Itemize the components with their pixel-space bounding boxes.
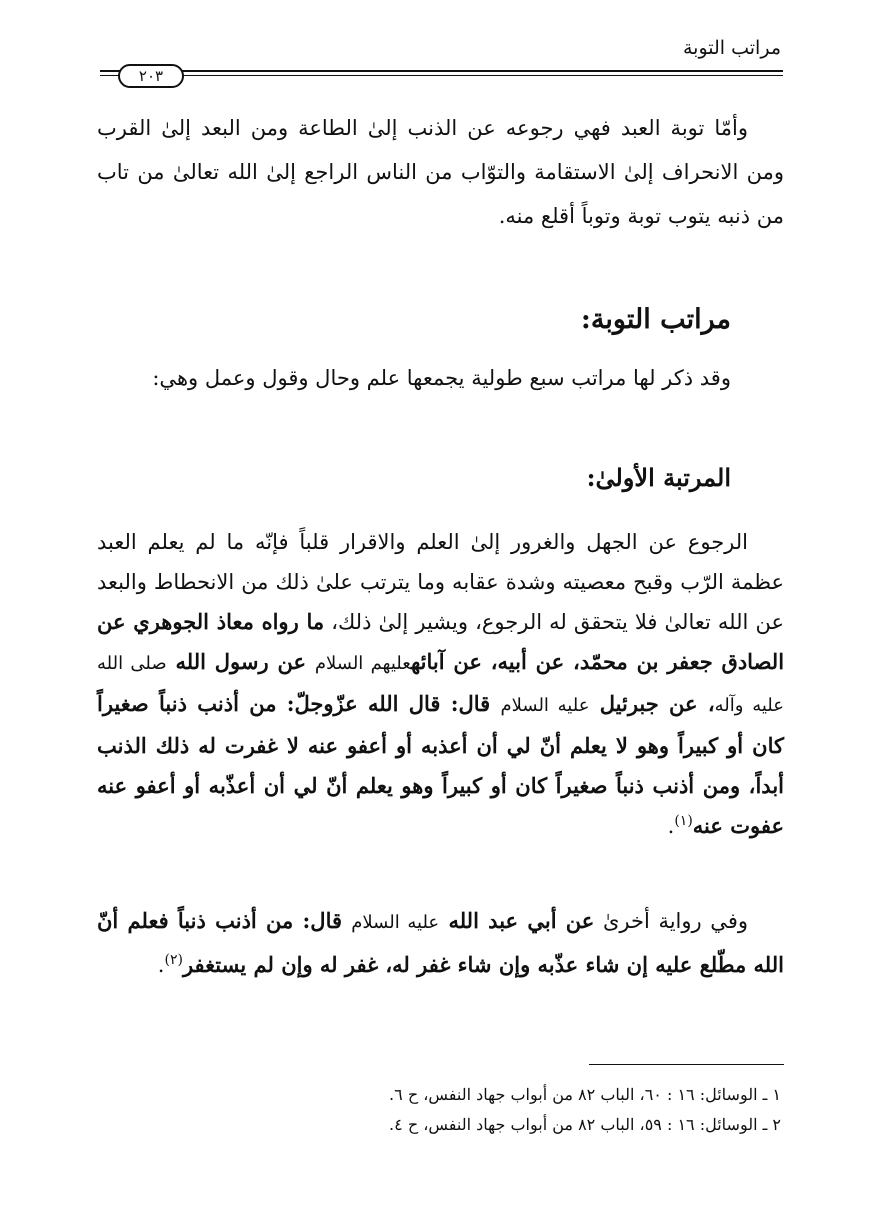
- honorific-ligature: عليه السلام: [351, 912, 440, 933]
- section-intro: وقد ذكر لها مراتب سبع طولية يجمعها علم وحال وقول وعمل وهي:: [152, 366, 731, 390]
- footnote-2: ٢ ـ الوسائل: ١٦ : ٥٩، الباب ٨٢ من أبواب جهاد النفس، ح ٤.: [389, 1115, 781, 1134]
- running-head-title: مراتب التوبة: [682, 37, 781, 59]
- section-heading: مراتب التوبة:: [580, 304, 731, 335]
- footnote-ref-2[interactable]: (٢): [164, 952, 183, 968]
- paragraph-repentance-definition: وأمّا توبة العبد فهي رجوعه عن الذنب إلىٰ الطاعة ومن البعد إلىٰ القرب ومن الانحراف إلىٰ الاستقامة والتوّاب من الناس الراجع إلىٰ الله تعالىٰ من تاب من ذنبه يتوب توبة وتوباً أقلع منه.: [97, 116, 784, 228]
- header-rule: [100, 64, 783, 84]
- honorific-ligature: عليه السلام: [500, 695, 590, 716]
- hadith-quote: قال: من أذنب ذنباً فعلم أنّ الله مطّلع عليه إن شاء عذّبه وإن شاء غفر له، غفر له وإن لم يستغفر: [97, 908, 784, 977]
- sentence-end: .: [667, 814, 675, 838]
- hadith-chain: عن أبي عبد الله: [439, 908, 595, 933]
- header-rule-thick-line: [100, 70, 783, 72]
- subheading-first-rank: المرتبة الأولىٰ:: [586, 463, 731, 492]
- hadith-chain: ما رواه معاذ الجوهري عن الصادق جعفر بن محمّد، عن أبيه، عن آبائه: [97, 609, 785, 674]
- hadith-chain-continued: عن رسول الله: [166, 649, 315, 674]
- sentence-end: .: [157, 953, 165, 977]
- footnote-1: ١ ـ الوسائل: ١٦ : ٦٠، الباب ٨٢ من أبواب جهاد النفس، ح ٦.: [389, 1085, 781, 1104]
- paragraph-first-rank: [97, 522, 784, 846]
- header-rule-thin-line: [100, 75, 783, 76]
- paragraph-other-narration: [97, 900, 784, 986]
- footnotes-list: [100, 1080, 781, 1140]
- honorific-ligature: عليهم السلام: [314, 653, 411, 674]
- hadith-chain-gabriel: ، عن جبرئيل: [589, 691, 715, 716]
- paragraph-other-narration-text: وفي رواية أخرىٰ: [594, 909, 748, 933]
- honorific-ligature: صلى الله عليه وآله: [97, 653, 784, 716]
- footnote-separator: [589, 1064, 784, 1065]
- page-number: ٢٠٣: [118, 64, 184, 88]
- footnote-ref-1[interactable]: (١): [674, 813, 693, 829]
- hadith-quote: قال: قال الله عزّوجلّ: من أذنب ذنباً صغيراً كان أو كبيراً وهو لا يعلم أنّ لي أن أعذبه أو أعفو عنه لا غفرت له ذلك الذنب أبداً، ومن أذنب ذنباً صغيراً كان أو كبيراً وهو يعلم أنّ لي أن أعذّبه أو أعفو عنه عفوت عنه: [97, 691, 784, 838]
- paragraph-first-rank-text: الرجوع عن الجهل والغرور إلىٰ العلم والاقرار قلباً فإنّه ما لم يعلم العبد عظمة الرّب وقبح معصيته وشدة عقابه وما يترتب علىٰ ذلك من الانحطاط والبعد عن الله تعالىٰ فلا يتحقق له الرجوع، ويشير إلىٰ ذلك،: [97, 530, 784, 634]
